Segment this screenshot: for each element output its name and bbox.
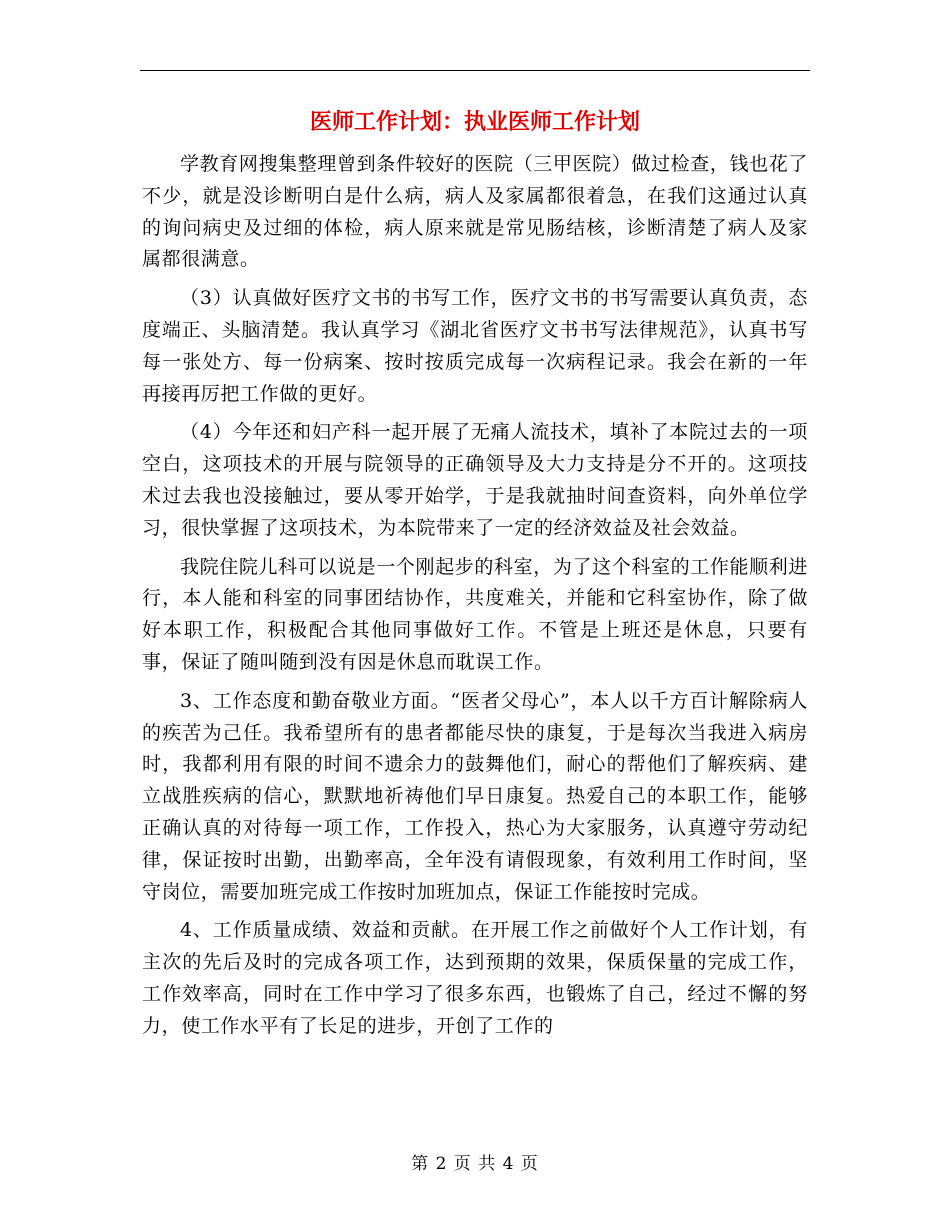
paragraph-2: （3）认真做好医疗文书的书写工作，医疗文书的书写需要认真负责，态度端正、头脑清楚。我认真学习《湖北省医疗文书书写法律规范》，认真书写每一张处方、每一份病案、按时按质完成每一次病程记录。我会在新的一年再接再厉把工作做的更好。: [142, 287, 808, 405]
paragraph-4: 我院住院儿科可以说是一个刚起步的科室，为了这个科室的工作能顺利进行，本人能和科室的同事团结协作，共度难关，并能和它科室协作，除了做好本职工作，积极配合其他同事做好工作。不管是上班还是休息，只要有事，保证了随叫随到没有因是休息而耽误工作。: [142, 555, 808, 673]
paragraph-5: 3、工作态度和勤奋敬业方面。“医者父母心”，本人以千方百计解除病人的疾苦为己任。我希望所有的患者都能尽快的康复，于是每次当我进入病房时，我都利用有限的时间不遗余力的鼓舞他们，耐心的帮他们了解疾病、建立战胜疾病的信心，默默地祈祷他们早日康复。热爱自己的本职工作，能够正确认真的对待每一项工作，工作投入，热心为大家服务，认真遵守劳动纪律，保证按时出勤，出勤率高，全年没有请假现象，有效利用工作时间，坚守岗位，需要加班完成工作按时加班加点，保证工作能按时完成。: [142, 689, 808, 903]
paragraph-3: （4）今年还和妇产科一起开展了无痛人流技术，填补了本院过去的一项空白，这项技术的开展与院领导的正确领导及大力支持是分不开的。这项技术过去我也没接触过，要从零开始学，于是我就抽时间查资料，向外单位学习，很快掌握了这项技术，为本院带来了一定的经济效益及社会效益。: [142, 421, 808, 539]
page-number: 第 2 页 共 4 页: [411, 1154, 539, 1174]
page-title: 医师工作计划：执业医师工作计划: [309, 110, 640, 135]
document-body: [142, 149, 808, 1043]
paragraph-1: 学教育网搜集整理曾到条件较好的医院（三甲医院）做过检查，钱也花了不少，就是没诊断明白是什么病，病人及家属都很着急，在我们这通过认真的询问病史及过细的体检，病人原来就是常见肠结核，诊断清楚了病人及家属都很满意。: [142, 153, 808, 271]
header-rule: [140, 70, 810, 71]
paragraph-6: 4、工作质量成绩、效益和贡献。在开展工作之前做好个人工作计划，有主次的先后及时的完成各项工作，达到预期的效果，保质保量的完成工作，工作效率高，同时在工作中学习了很多东西，也锻炼了自己，经过不懈的努力，使工作水平有了长足的进步，开创了工作的: [142, 919, 808, 1037]
